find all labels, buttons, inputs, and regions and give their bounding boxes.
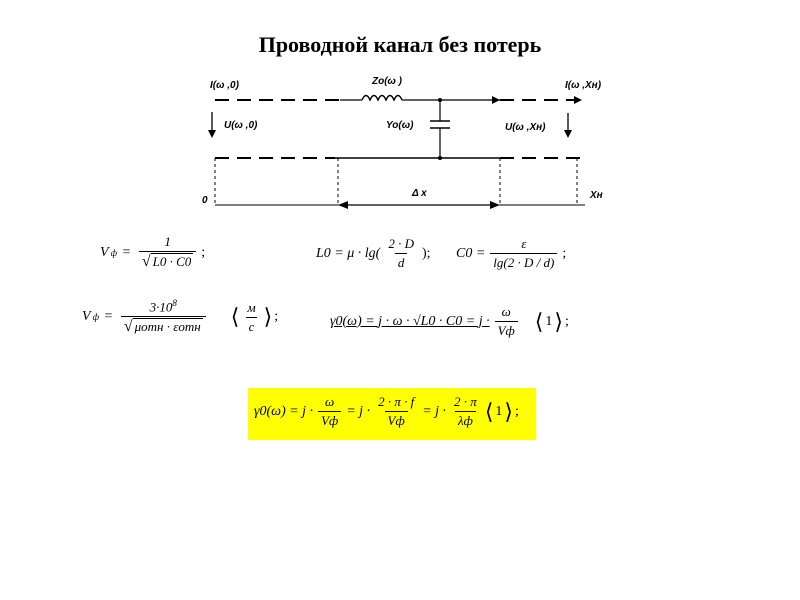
delta-x-label: Δ x	[412, 188, 427, 199]
f1-lhs: V	[100, 244, 109, 260]
formula-capacitance: C0 = $\frac{\varepsilon}{\lg(2 \cdot D / d)}$ ;	[456, 236, 567, 270]
f6-n1: ω	[325, 394, 335, 409]
f6-d2: Vф	[385, 411, 408, 429]
voltage-right-label: U(ω ,Xн)	[505, 122, 546, 133]
f2-den: d	[395, 253, 408, 271]
end-label: Xн	[590, 190, 603, 201]
f1-den: L0 · C0	[152, 254, 192, 269]
page-title: Проводной канал без потерь	[258, 32, 542, 57]
formula-velocity-numeric: V ф = $\frac{3\cdot 10^8}{\text{√ μотн · εотн}}$ ⟨ $\frac{м}{с}$ ⟩ ;	[82, 298, 279, 336]
current-right-label: I(ω ,Xн)	[565, 80, 602, 91]
f6-n2: 2 · π · f	[378, 394, 415, 409]
f2-num: 2 · D	[388, 236, 414, 251]
f6-unit: 1	[495, 403, 503, 419]
admittance-label: Yo(ω)	[386, 120, 414, 131]
f1-num: 1	[164, 234, 171, 249]
f4-unit-den: с	[246, 317, 258, 335]
formula-propagation-wavelength: γ0(ω) = j · $\frac{\omega}{Vф}$ = j · $\frac{2 \cdot \pi \cdot f}{Vф}$ = j · $\frac{2 \cdot \pi}{\lambda ф}$ ⟨ 1 ⟩ ;	[254, 394, 519, 428]
f5-den: Vф	[495, 321, 518, 339]
origin-label: 0	[202, 195, 208, 206]
formula-phase-velocity: V ф = $\frac{1}{√ L0 \cdot C0}$ ;	[100, 234, 206, 270]
f5-unit: 1	[545, 313, 553, 329]
f4-den: μотн · εотн	[134, 319, 201, 335]
f2-lhs: L0 = μ · lg(	[316, 245, 381, 261]
f4-unit-num: м	[247, 299, 256, 315]
impedance-label: Zo(ω )	[372, 76, 402, 87]
f3-lhs: C0 =	[456, 245, 486, 261]
f6-d3: λф	[455, 411, 476, 429]
f4-num: 3·10	[149, 299, 173, 315]
formula-inductance: L0 = μ · lg( $\frac{2 \cdot D}{d}$ );	[316, 236, 431, 270]
f6-lhs: γ0(ω) = j ·	[254, 403, 314, 419]
current-left-label: I(ω ,0)	[210, 80, 239, 91]
f5-text: γ0(ω) = j · ω · √L0 · C0 = j ·	[330, 313, 490, 329]
f3-num: ε	[521, 236, 527, 251]
f5-num: ω	[501, 304, 511, 319]
f6-d1: Vф	[318, 411, 341, 429]
voltage-left-label: U(ω ,0)	[224, 120, 258, 131]
inductor-coil	[362, 96, 402, 101]
f6-n3: 2 · π	[454, 394, 477, 409]
formula-propagation-constant: γ0(ω) = j · ω · √L0 · C0 = j · $\frac{\omega}{Vф}$ ⟨ 1 ⟩ ;	[330, 304, 569, 338]
f4-exp: 8	[172, 298, 177, 308]
f3-den: lg(2 · D / d)	[490, 253, 557, 271]
